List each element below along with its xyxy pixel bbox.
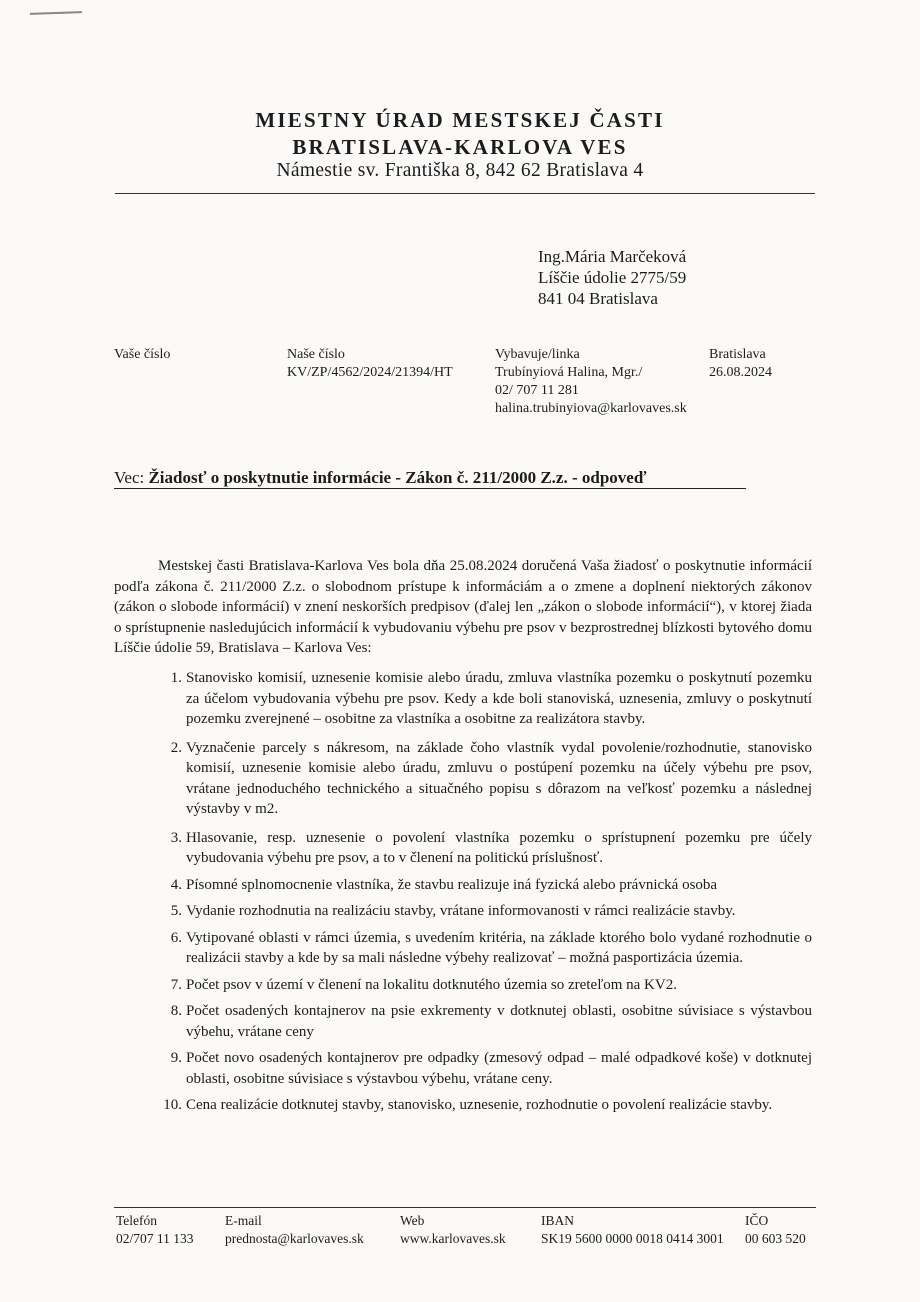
request-item-text: Stanovisko komisií, uznesenie komisie alebo úradu, zmluva vlastníka pozemku o poskytnutí pozemku za účelom vybudovania výbehu pre psov. Kedy a kde boli stanoviská, uznesenia, zmluvy o poskytnutí pozemku zverejnené – osobitne za vlastníka a osobitne za realizátora stavby. [186,670,812,727]
footer-phone [116,1212,194,1248]
meta-our-number [287,346,453,382]
footer-web-value: www.karlovaves.sk [400,1231,506,1246]
subject-line [114,468,646,488]
request-item-text: Písomné splnomocnenie vlastníka, že stavbu realizuje iná fyzická alebo právnická osoba [186,876,718,893]
office-name: MIESTNY ÚRAD MESTSKEJ ČASTI [255,108,665,132]
scan-mark [30,11,82,20]
subject-prefix: Vec: [114,468,149,487]
handled-by-email: halina.trubinyiova@karlovaves.sk [495,401,687,416]
request-item-number: 2. [170,739,182,756]
request-item-number: 5. [170,903,182,919]
handled-by-phone: 02/ 707 11 281 [495,383,579,398]
footer-phone-label: Telefón [116,1213,158,1228]
footer-iban [541,1212,724,1248]
handled-by-name: Trubínyiová Halina, Mgr./ [495,365,643,380]
request-item-number: 6. [170,929,182,946]
office-address: Námestie sv. Františka 8, 842 62 Bratislava 4 [276,160,644,181]
request-item [114,928,812,969]
request-item-text: Hlasovanie, resp. uznesenie o povolení vlastníka pozemku o sprístupnení pozemku pre účely vybudovania výbehu pre psov, a to v členení na politickú príslušnosť. [186,829,812,866]
footer-ico-value: 00 603 520 [745,1231,806,1246]
recipient-name: Ing.Mária Marčeková [538,247,687,266]
request-item [114,1001,812,1042]
request-item-number: 10. [163,1097,182,1113]
request-item-text: Počet osadených kontajnerov na psie exkrementy v dotknutej oblasti, osobitne súvisiace s výstavbou výbehu, vrátane ceny [186,1003,812,1040]
date: 26.08.2024 [709,365,772,380]
meta-place-date [709,346,772,382]
request-item [114,975,812,996]
request-item-number: 3. [170,829,182,846]
request-item-number: 9. [170,1050,182,1066]
request-item-text: Počet novo osadených kontajnerov pre odpadky (zmesový odpad – malé odpadkové koše) v dotknutej oblasti, osobitne súvisiace s výstavbou výbehu, vrátane ceny. [186,1050,812,1087]
request-item-number: 8. [170,1003,182,1019]
place: Bratislava [709,347,766,362]
header-divider [115,193,815,194]
request-item [114,828,812,869]
footer-ico-label: IČO [745,1213,769,1228]
request-item [114,901,812,922]
request-item-text: Vydanie rozhodnutia na realizáciu stavby, vrátane informovanosti v rámci realizácie stavby. [186,903,736,919]
your-number-label: Vaše číslo [114,347,171,362]
request-item [114,875,812,896]
footer-iban-value: SK19 5600 0000 0018 0414 3001 [541,1231,724,1246]
recipient-street: Líščie údolie 2775/59 [538,268,687,287]
request-item-text: Cena realizácie dotknutej stavby, stanovisko, uznesenie, rozhodnutie o povolení realizácie stavby. [186,1097,773,1113]
meta-your-number [114,346,170,364]
footer-web-label: Web [400,1213,425,1228]
request-item [114,738,812,820]
footer-ico [745,1212,806,1248]
footer-iban-label: IBAN [541,1213,574,1228]
our-number-label: Naše číslo [287,347,345,362]
request-item [114,1095,812,1116]
recipient-city: 841 04 Bratislava [538,289,658,308]
footer-email-value: prednosta@karlovaves.sk [225,1231,364,1246]
meta-handled-by [495,346,687,418]
district-name: BRATISLAVA-KARLOVA VES [292,135,628,159]
footer-phone-value: 02/707 11 133 [116,1231,194,1246]
request-item-text: Vytipované oblasti v rámci územia, s uvedením kritéria, na základe ktorého bolo vydané rozhodnutie o realizácii stavby a kde by sa mali následne výbehy realizovať – možná pasportizácia územia. [186,929,812,966]
our-number-value: KV/ZP/4562/2024/21394/HT [287,365,453,380]
request-list [114,668,812,1116]
request-item-text: Vyznačenie parcely s nákresom, na základe čoho vlastník vydal povolenie/rozhodnutie, stanovisko komisií, uznesenie komisie alebo úradu, zmluvu o postúpení pozemku na účely výbehu pre psov, vrátane jednoduchého technického a situačného popisu s dôrazom na veľkosť pozemku a následnej výstavby v m2. [186,739,812,817]
request-item-text: Počet psov v území v členení na lokalitu dotknutého územia so zreteľom na KV2. [186,976,677,993]
request-item-number: 4. [170,876,182,893]
request-item [114,668,812,730]
intro-paragraph: Mestskej časti Bratislava-Karlova Ves bola dňa 25.08.2024 doručená Vaša žiadosť o poskytnutie informácií podľa zákona č. 211/2000 Z.z. o slobodnom prístupe k informáciám a o zmene a doplnení niektorých zákonov (zákon o slobode informácií) v znení neskorších predpisov (ďalej len „zákon o slobode informácií“), v ktorej žiada o sprístupnenie nasledujúcich informácií k vybudovaniu výbehu pre psov v bezprostrednej blízkosti bytového domu Líščie údolie 59, Bratislava – Karlova Ves: [114,558,812,656]
recipient-address [538,246,686,309]
request-item-number: 7. [170,976,182,993]
footer-email [225,1212,364,1248]
handled-by-label: Vybavuje/linka [495,347,580,362]
footer-web [400,1212,506,1248]
footer-divider [114,1207,816,1208]
footer-email-label: E-mail [225,1213,262,1228]
request-item [114,1048,812,1089]
request-item-number: 1. [170,670,182,686]
subject-underline [114,488,746,489]
subject-text: Žiadosť o poskytnutie informácie - Zákon č. 211/2000 Z.z. - odpoveď [148,468,647,487]
